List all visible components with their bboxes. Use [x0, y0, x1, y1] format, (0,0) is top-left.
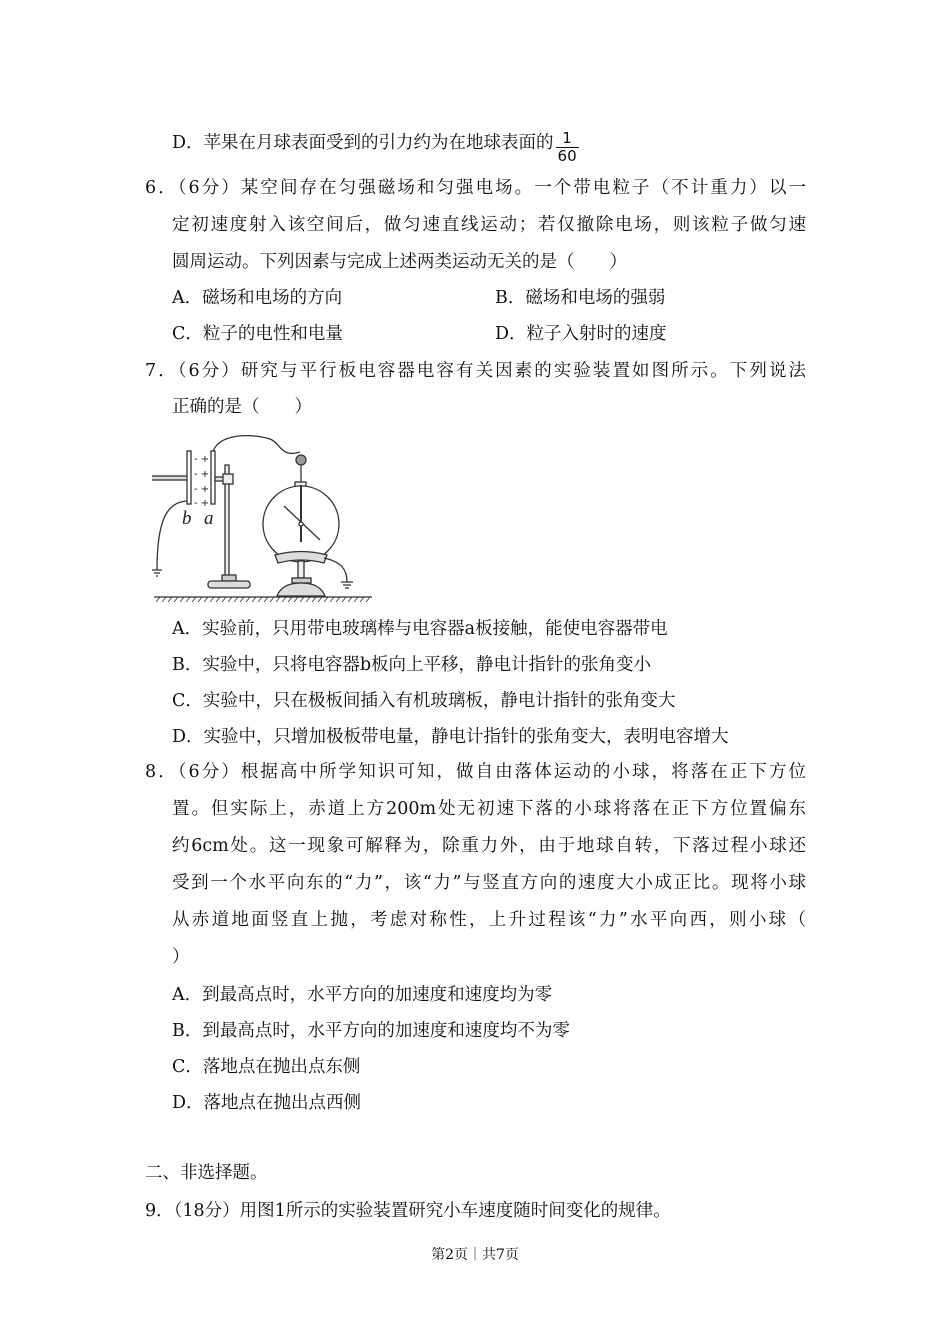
- q8-line-1: 8．（6分）根据高中所学知识可知，做自由落体运动的小球，将落在正下方位: [145, 762, 806, 782]
- q8-option-a: A．到最高点时，水平方向的加速度和速度均为零: [172, 985, 553, 1005]
- svg-text:- +: - +: [194, 469, 210, 480]
- fraction: [556, 130, 579, 165]
- svg-text:- +: - +: [194, 484, 210, 495]
- q8-line-5: 从赤道地面竖直上抛，考虑对称性，上升过程该“力”水平向西，则小球（: [172, 910, 806, 930]
- plate-a-label: a: [204, 508, 214, 529]
- fraction-numerator: 1: [556, 130, 579, 148]
- q7-line-1: 7．（6分）研究与平行板电容器电容有关因素的实验装置如图所示。下列说法: [145, 361, 806, 381]
- page-footer: 第2页｜共7页: [431, 1247, 519, 1263]
- q8-line-3: 约6cm处。这一现象可解释为，除重力外，由于地球自转，下落过程小球还: [172, 836, 806, 856]
- q6-option-b: B．磁场和电场的强弱: [495, 288, 666, 308]
- q6-option-a: A．磁场和电场的方向: [172, 288, 343, 308]
- q8-line-2: 置。但实际上，赤道上方200m处无初速下落的小球将落在正下方位置偏东: [172, 799, 806, 819]
- q7-option-c: C．实验中，只在极板间插入有机玻璃板，静电计指针的张角变大: [172, 691, 676, 711]
- q8-line-4: 受到一个水平向东的“力”，该“力”与竖直方向的速度大小成正比。现将小球: [172, 873, 806, 893]
- svg-text:- +: - +: [194, 454, 210, 465]
- q6-line-1: 6．（6分）某空间存在匀强磁场和匀强电场。一个带电粒子（不计重力）以一: [145, 178, 806, 198]
- q8-line-6: ）: [172, 947, 190, 967]
- q6-line-3: 圆周运动。下列因素与完成上述两类运动无关的是（ ）: [172, 252, 627, 272]
- fraction-denominator: 60: [557, 147, 577, 165]
- q7-option-d: D．实验中，只增加极板带电量，静电计指针的张角变大，表明电容增大: [172, 727, 729, 747]
- q6-option-d: D．粒子入射时的速度: [495, 324, 667, 344]
- q8-option-c: C．落地点在抛出点东侧: [172, 1057, 361, 1077]
- section-heading: 二、非选择题。: [145, 1163, 268, 1183]
- q7-line-2: 正确的是（ ）: [172, 397, 312, 417]
- q8-option-d: D．落地点在抛出点西侧: [172, 1093, 362, 1113]
- plate-b-label: b: [182, 508, 192, 529]
- svg-text:- +: - +: [194, 498, 210, 509]
- q6-option-c: C．粒子的电性和电量: [172, 324, 343, 344]
- q8-option-b: B．到最高点时，水平方向的加速度和速度均不为零: [172, 1021, 570, 1041]
- q7-option-b: B．实验中，只将电容器b板向上平移，静电计指针的张角变小: [172, 655, 652, 675]
- q5-option-d: [172, 126, 579, 165]
- q6-line-2: 定初速度射入该空间后，做匀速直线运动；若仅撤除电场，则该粒子做匀速: [172, 215, 806, 235]
- option-text: D．苹果在月球表面受到的引力约为在地球表面的: [172, 133, 554, 153]
- capacitor-electrometer-figure: [152, 430, 374, 602]
- q7-option-a: A．实验前，只用带电玻璃棒与电容器a板接触，能使电容器带电: [172, 619, 668, 639]
- q9-line-1: 9．（18分）用图1所示的实验装置研究小车速度随时间变化的规律。: [145, 1201, 671, 1221]
